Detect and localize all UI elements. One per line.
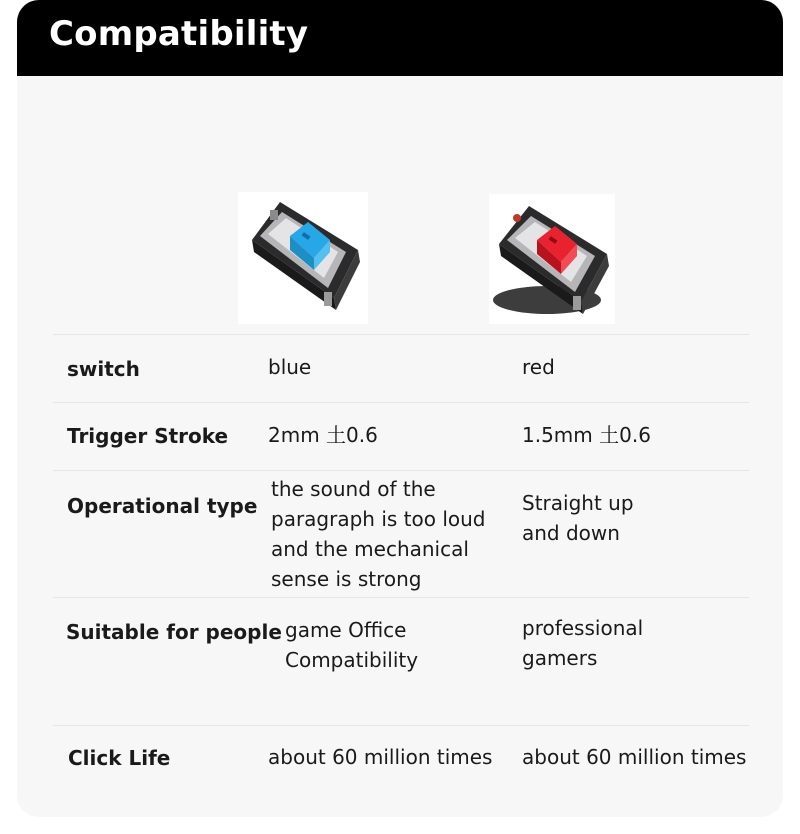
row-divider bbox=[53, 470, 749, 471]
compatibility-card bbox=[17, 0, 783, 817]
row-divider bbox=[53, 597, 749, 598]
page-title: Compatibility bbox=[49, 14, 309, 54]
red-click-life-value: about 60 million times bbox=[522, 745, 747, 769]
blue-switch-image bbox=[238, 192, 368, 324]
row-label-operational-type: Operational type bbox=[67, 494, 258, 518]
blue-switch-value: blue bbox=[268, 355, 312, 379]
row-divider bbox=[53, 725, 749, 726]
row-divider bbox=[53, 334, 749, 335]
row-label-suitable-for-people: Suitable for people bbox=[66, 620, 282, 644]
blue-operational-type-value: the sound of the paragraph is too loud and the mechanical sense is strong bbox=[271, 477, 486, 591]
row-label-click-life: Click Life bbox=[68, 746, 171, 770]
blue-click-life-value: about 60 million times bbox=[268, 745, 493, 769]
red-switch-value: red bbox=[522, 355, 555, 379]
red-operational-type-value: Straight up and down bbox=[522, 491, 634, 545]
red-trigger-stroke-value: 1.5mm 土0.6 bbox=[522, 423, 651, 447]
red-suitable-for-people-value: professional gamers bbox=[522, 616, 644, 670]
red-switch-image bbox=[489, 194, 615, 324]
header-bar bbox=[17, 0, 783, 76]
row-divider bbox=[53, 402, 749, 403]
blue-trigger-stroke-value: 2mm 土0.6 bbox=[268, 423, 378, 447]
row-label-switch: switch bbox=[67, 357, 140, 381]
row-label-trigger-stroke: Trigger Stroke bbox=[67, 424, 229, 448]
blue-suitable-for-people-value: game Office Compatibility bbox=[285, 618, 419, 672]
